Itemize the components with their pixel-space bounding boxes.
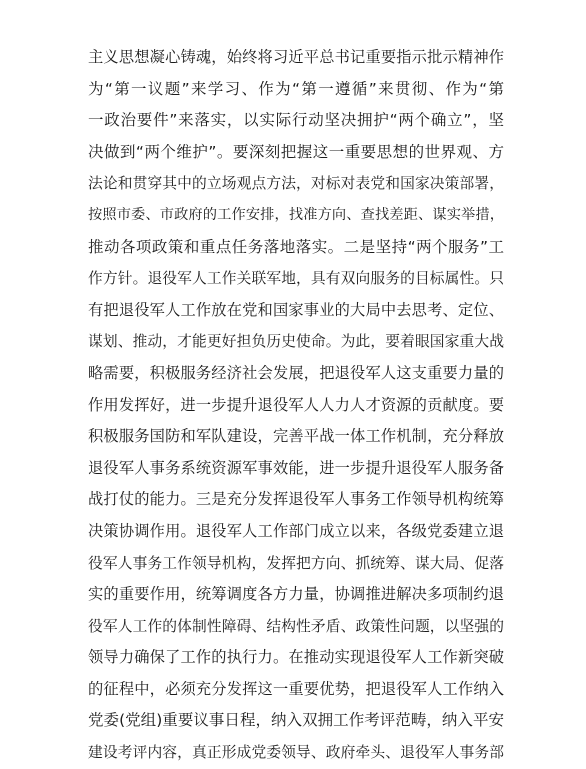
text-line-4: 决做到“两个维护”。要深刻把握这一重要思想的世界观、方 — [88, 142, 504, 161]
text-line-7: 推动各项政策和重点任务落地落实。二是坚持“两个服务”工 — [88, 237, 504, 256]
text-line-6: 按照市委、市政府的工作安排，找准方向、查找差距、谋实举措， — [88, 206, 504, 223]
text-line-23: 建设考评内容，真正形成党委领导、政府牵头、退役军人事务部 — [88, 744, 504, 762]
text-line-18: 实的重要作用，统筹调度各方力量，协调推进解决多项制约退 — [88, 585, 504, 604]
text-line-17: 役军人事务工作领导机构，发挥把方向、抓统筹、谋大局、促落 — [88, 554, 504, 572]
text-line-9: 有把退役军人工作放在党和国家事业的大局中去思考、定位、 — [88, 300, 504, 319]
text-line-3: 一政治要件”来落实，以实际行动坚决拥护“两个确立”，坚 — [88, 111, 504, 130]
text-line-13: 积极服务国防和军队建设，完善平战一体工作机制，充分释放 — [88, 427, 504, 446]
text-line-21: 的征程中，必须充分发挥这一重要优势，把退役军人工作纳入 — [88, 679, 504, 698]
body-paragraph — [88, 42, 504, 769]
text-line-2: 为“第一议题”来学习、作为“第一遵循”来贯彻、作为“第 — [88, 79, 504, 98]
text-line-19: 役军人工作的体制性障碍、结构性矛盾、政策性问题，以坚强的 — [88, 617, 504, 635]
text-line-1: 主义思想凝心铸魂，始终将习近平总书记重要指示批示精神作 — [88, 48, 504, 66]
text-line-14: 退役军人事务系统资源军事效能，进一步提升退役军人服务备 — [88, 458, 504, 477]
text-line-8: 作方针。退役军人工作关联军地，具有双向服务的目标属性。只 — [88, 270, 504, 288]
text-line-11: 略需要，积极服务经济社会发展，把退役军人这支重要力量的 — [88, 363, 504, 382]
text-line-16: 决策协调作用。退役军人工作部门成立以来，各级党委建立退 — [88, 521, 504, 540]
text-line-10: 谋划、推动，才能更好担负历史使命。为此，要着眼国家重大战 — [88, 333, 504, 351]
text-line-22: 党委(党组)重要议事日程，纳入双拥工作考评范畴，纳入平安 — [88, 711, 504, 730]
text-line-12: 作用发挥好，进一步提升退役军人人力人才资源的贡献度。要 — [88, 395, 504, 414]
text-line-20: 领导力确保了工作的执行力。在推动实现退役军人工作新突破 — [88, 648, 504, 667]
text-line-5: 法论和贯穿其中的立场观点方法，对标对表党和国家决策部署， — [88, 175, 504, 193]
text-line-15: 战打仗的能力。三是充分发挥退役军人事务工作领导机构统筹 — [88, 490, 504, 509]
